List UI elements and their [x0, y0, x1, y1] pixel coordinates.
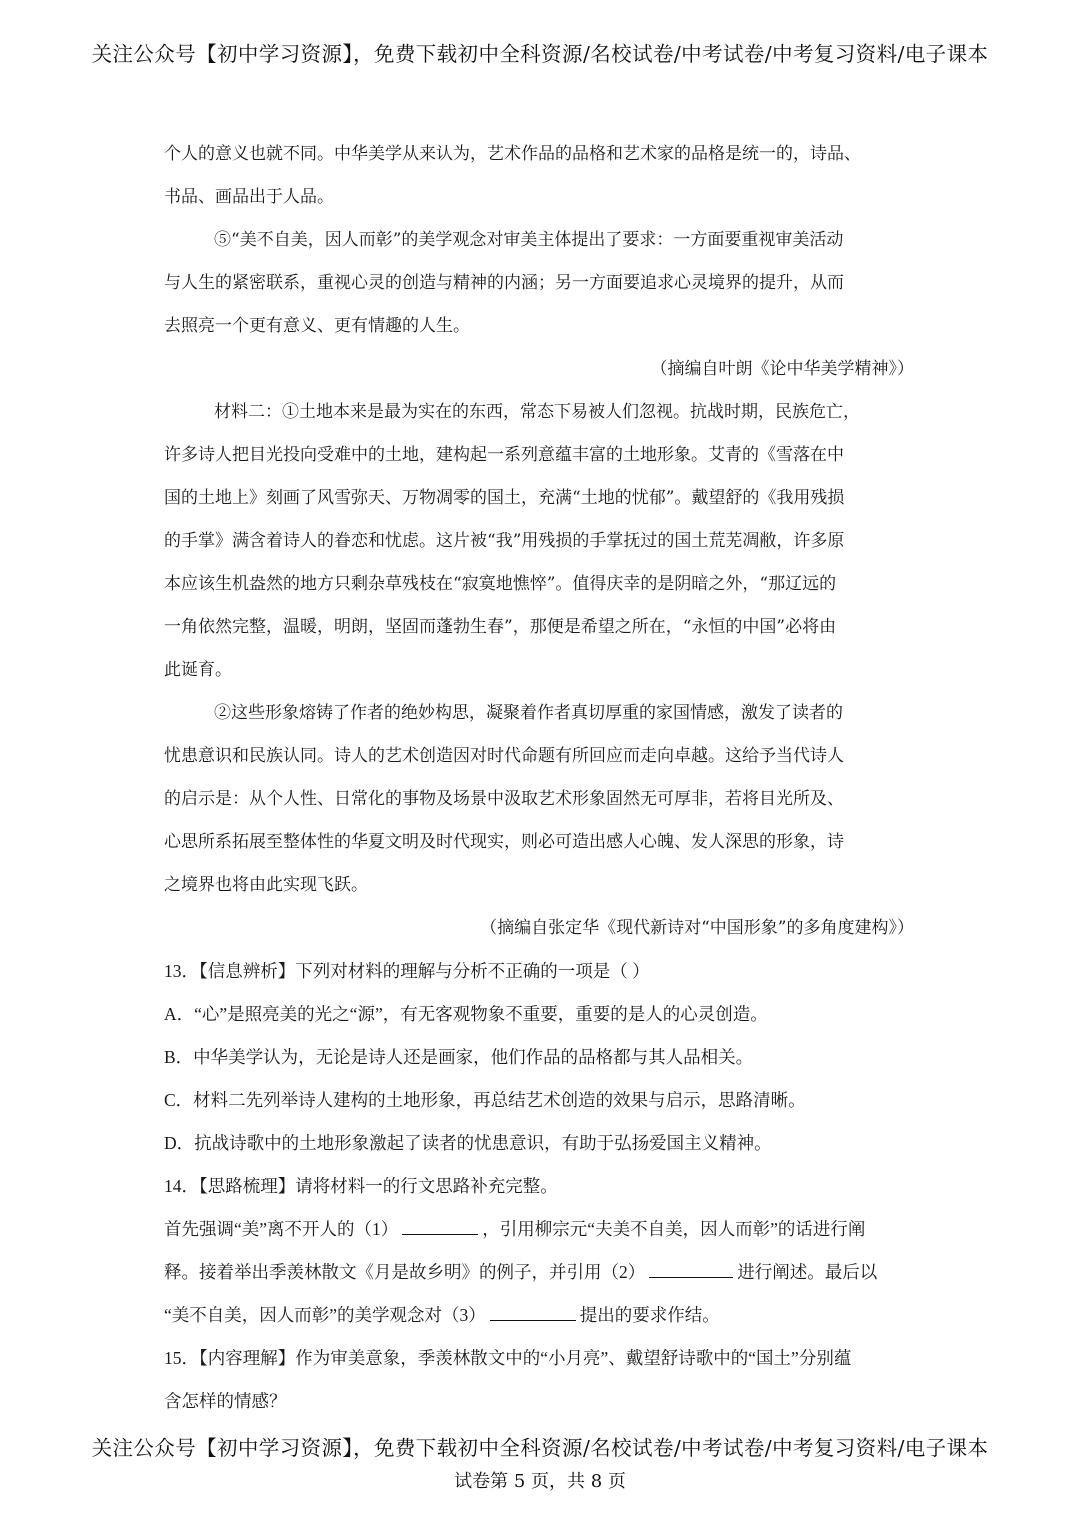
- document-body: [164, 133, 924, 1423]
- option-d: D．抗战诗歌中的土地形象激起了读者的忧患意识，有助于弘扬爱国主义精神。: [164, 1133, 772, 1153]
- text-line: 个人的意义也就不同。中华美学从来认为，艺术作品的品格和艺术家的品格是统一的，诗品、: [164, 144, 861, 164]
- question-stem-cont: 含怎样的情感？: [164, 1391, 287, 1411]
- text-line: 之境界也将由此实现飞跃。: [164, 875, 368, 895]
- text-line: ⑤“美不自美，因人而彰”的美学观念对审美主体提出了要求：一方面要重视审美活动: [214, 230, 844, 250]
- text-line: 书品、画品出于人品。: [164, 187, 334, 207]
- fill-text: 提出的要求作结。: [579, 1305, 720, 1325]
- fill-line: [164, 1251, 924, 1294]
- text-line: 忧患意识和民族认同。诗人的艺术创造因对时代命题有所回应而走向卓越。这给予当代诗人: [164, 746, 844, 766]
- question-stem: 15．【内容理解】作为审美意象，季羡林散文中的“小月亮”、戴望舒诗歌中的“国土”分别蕴: [164, 1348, 852, 1368]
- answer-blank-3[interactable]: [490, 1302, 576, 1321]
- text-line: 去照亮一个更有意义、更有情趣的人生。: [164, 316, 470, 336]
- text-line: 心思所系拓展至整体性的华夏文明及时代现实，则必可造出感人心魄、发人深思的形象，诗: [164, 832, 844, 852]
- fill-text: “美不自美，因人而彰”的美学观念对（3）: [164, 1305, 486, 1325]
- source-citation: （摘编自张定华《现代新诗对“中国形象”的多角度建构》）: [480, 918, 914, 938]
- fill-text: 释。接着举出季羡林散文《月是故乡明》的例子，并引用（2）: [164, 1262, 646, 1282]
- text-line: 本应该生机盎然的地方只剩杂草残枝在“寂寞地憔悴”。值得庆幸的是阴暗之外，“那辽远的: [164, 574, 837, 594]
- text-line: 此诞育。: [164, 660, 232, 680]
- option-a: A．“心”是照亮美的光之“源”，有无客观物象不重要，重要的是人的心灵创造。: [164, 1004, 768, 1024]
- text-line: ②这些形象熔铸了作者的绝妙构思，凝聚着作者真切厚重的家国情感，激发了读者的: [214, 703, 843, 723]
- fill-line: [164, 1208, 924, 1251]
- text-line: 材料二：①土地本来是最为实在的东西，常态下易被人们忽视。抗战时期，民族危亡，: [214, 402, 860, 422]
- question-stem: 13．【信息辨析】下列对材料的理解与分析不正确的一项是（ ）: [164, 961, 650, 981]
- source-citation: （摘编自叶朗《论中华美学精神》）: [650, 359, 914, 379]
- text-line: 的手掌》满含着诗人的眷恋和忧虑。这片被“我”用残损的手掌抚过的国土荒芜凋敝，许多原: [164, 531, 845, 551]
- text-line: 的启示是：从个人性、日常化的事物及场景中汲取艺术形象固然无可厚非，若将目光所及、: [164, 789, 844, 809]
- text-line: 国的土地上》刻画了风雪弥天、万物凋零的国土，充满“土地的忧郁”。戴望舒的《我用残损: [164, 488, 845, 508]
- question-13: [164, 950, 924, 1165]
- question-14: [164, 1165, 924, 1337]
- option-b: B．中华美学认为，无论是诗人还是画家，他们作品的品格都与其人品相关。: [164, 1047, 754, 1067]
- promo-banner-bottom: 关注公众号【初中学习资源】，免费下载初中全科资源/名校试卷/中考试卷/中考复习资料/电子课本: [91, 1436, 989, 1460]
- text-line: 与人生的紧密联系，重视心灵的创造与精神的内涵；另一方面要追求心灵境界的提升，从而: [164, 273, 844, 293]
- material-one-ending: [164, 133, 924, 391]
- answer-blank-1[interactable]: [402, 1216, 478, 1235]
- text-line: 一角依然完整，温暖，明朗，坚固而蓬勃生春”，那便是希望之所在，“永恒的中国”必将由: [164, 617, 837, 637]
- fill-line: [164, 1294, 924, 1337]
- fill-text: 首先强调“美”离不开人的（1）: [164, 1219, 399, 1239]
- page-footer: 试卷第 5 页，共 8 页: [454, 1471, 626, 1492]
- option-c: C．材料二先列举诗人建构的土地形象，再总结艺术创造的效果与启示，思路清晰。: [164, 1090, 806, 1110]
- answer-blank-2[interactable]: [649, 1259, 733, 1278]
- fill-text: ，引用柳宗元“夫美不自美，因人而彰”的话进行阐: [482, 1219, 866, 1239]
- question-15: [164, 1337, 924, 1423]
- question-stem: 14．【思路梳理】请将材料一的行文思路补充完整。: [164, 1176, 558, 1196]
- material-two: [164, 391, 924, 950]
- fill-text: 进行阐述。最后以: [737, 1262, 878, 1282]
- promo-banner-top: 关注公众号【初中学习资源】，免费下载初中全科资源/名校试卷/中考试卷/中考复习资料/电子课本: [91, 42, 989, 66]
- text-line: 许多诗人把目光投向受难中的土地，建构起一系列意蕴丰富的土地形象。艾青的《雪落在中: [164, 445, 844, 465]
